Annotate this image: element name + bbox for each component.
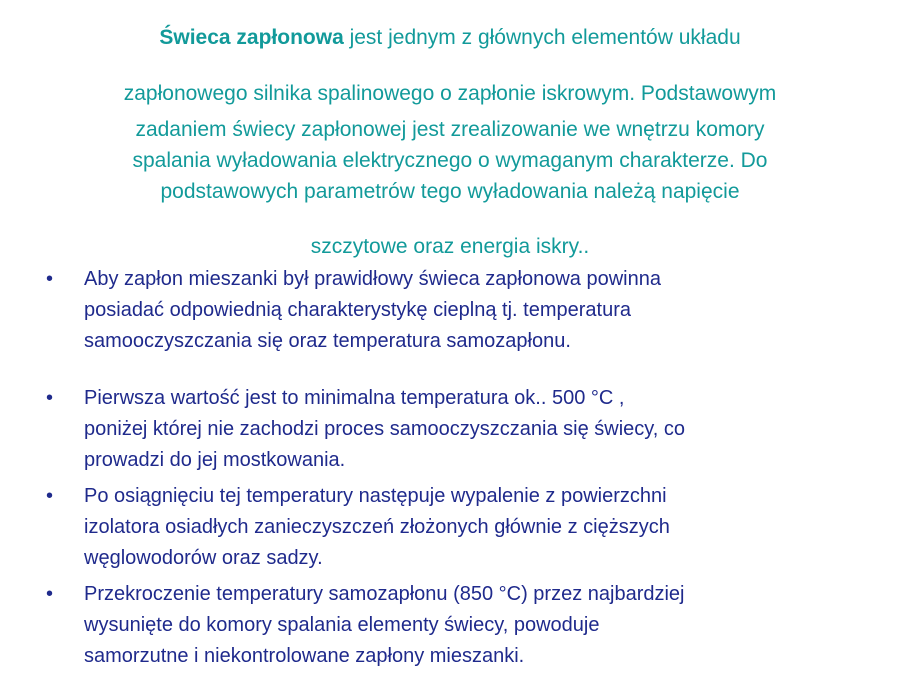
bullet-line: Pierwsza wartość jest to minimalna temperatura ok.. 500 °C ,	[84, 387, 625, 409]
bullet-line: poniżej której nie zachodzi proces samooczyszczania się świecy, co	[84, 418, 686, 440]
intro-line-1-rest: jest jednym z głównych elementów układu	[343, 26, 741, 49]
bullet-marker: •	[46, 485, 54, 507]
bullet-line: samorzutne i niekontrolowane zapłony mieszanki.	[84, 645, 525, 667]
bullet-line: Aby zapłon mieszanki był prawidłowy świeca zapłonowa powinna	[84, 268, 661, 290]
bullet-line: Przekroczenie temperatury samozapłonu (850 °C) przez najbardziej	[84, 583, 685, 605]
intro-line-5: podstawowych parametrów tego wyładowania należą napięcie	[160, 180, 740, 203]
bullet-line: samooczyszczania się oraz temperatura samozapłonu.	[84, 330, 571, 352]
intro-line-6: szczytowe oraz energia iskry..	[310, 235, 590, 258]
bullet-line: Po osiągnięciu tej temperatury następuje wypalenie z powierzchni	[84, 485, 667, 507]
intro-term: Świeca zapłonowa	[159, 26, 344, 49]
intro-line-2: zapłonowego silnika spalinowego o zapłonie iskrowym. Podstawowym	[123, 82, 777, 105]
bullet-line: izolatora osiadłych zanieczyszczeń złożonych głównie z cięższych	[84, 516, 670, 538]
bullet-marker: •	[46, 387, 54, 409]
bullet-line: posiadać odpowiednią charakterystykę cieplną tj. temperatura	[84, 299, 631, 321]
intro-line-4: spalania wyładowania elektrycznego o wymaganym charakterze. Do	[132, 149, 768, 172]
bullet-line: węglowodorów oraz sadzy.	[84, 547, 323, 569]
intro-line-3: zadaniem świecy zapłonowej jest zrealizowanie we wnętrzu komory	[135, 118, 765, 141]
bullet-marker: •	[46, 268, 54, 290]
bullet-line: prowadzi do jej mostkowania.	[84, 449, 346, 471]
bullet-line: wysunięte do komory spalania elementy świecy, powoduje	[84, 614, 600, 636]
bullet-marker: •	[46, 583, 54, 605]
